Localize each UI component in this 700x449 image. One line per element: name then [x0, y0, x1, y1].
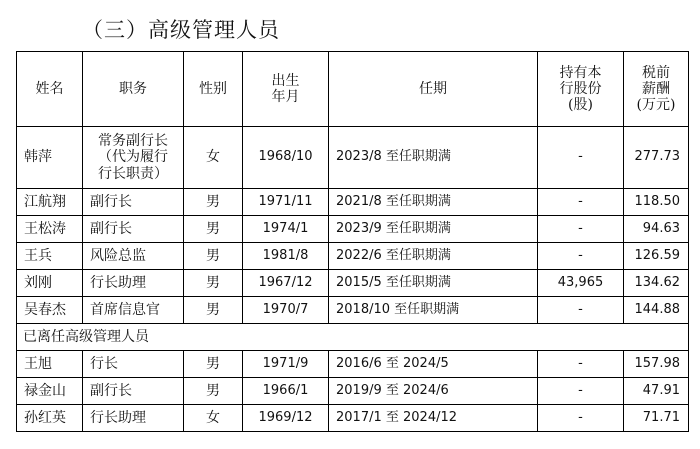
table-row — [17, 297, 689, 324]
former-section-row — [17, 324, 689, 351]
cell-birth: 1969/12 — [243, 405, 329, 432]
cell-gender: 男 — [184, 351, 243, 378]
cell-name: 禄金山 — [17, 378, 83, 405]
table-row — [17, 216, 689, 243]
header-birth — [243, 52, 329, 127]
cell-birth: 1967/12 — [243, 270, 329, 297]
cell-birth: 1974/1 — [243, 216, 329, 243]
cell-term: 2016/6 至 2024/5 — [329, 351, 538, 378]
table-row — [17, 189, 689, 216]
senior-management-table — [16, 51, 689, 432]
cell-pay: 71.71 — [624, 405, 689, 432]
table-row — [17, 351, 689, 378]
section-heading: （三）高级管理人员 — [82, 18, 280, 42]
table-row — [17, 243, 689, 270]
cell-name: 孙红英 — [17, 405, 83, 432]
header-shares-line3: (股) — [568, 97, 593, 114]
cell-gender: 女 — [184, 127, 243, 189]
cell-position: 行长助理 — [83, 270, 184, 297]
cell-pay: 118.50 — [624, 189, 689, 216]
header-gender: 性别 — [184, 52, 243, 127]
cell-birth: 1966/1 — [243, 378, 329, 405]
header-row — [17, 52, 689, 127]
header-position: 职务 — [83, 52, 184, 127]
cell-position — [83, 127, 184, 189]
cell-birth: 1970/7 — [243, 297, 329, 324]
cell-position-line2: （代为履行 — [98, 149, 168, 166]
cell-term: 2018/10 至任职期满 — [329, 297, 538, 324]
cell-shares: - — [538, 216, 624, 243]
cell-term: 2019/9 至 2024/6 — [329, 378, 538, 405]
header-pay-line3: (万元) — [636, 97, 676, 114]
cell-shares: 43,965 — [538, 270, 624, 297]
header-shares-line1: 持有本 — [559, 64, 602, 81]
table-row — [17, 405, 689, 432]
cell-name: 吴春杰 — [17, 297, 83, 324]
cell-term: 2023/9 至任职期满 — [329, 216, 538, 243]
cell-position: 风险总监 — [83, 243, 184, 270]
cell-pay: 157.98 — [624, 351, 689, 378]
header-pay-line2: 薪酬 — [642, 80, 670, 97]
cell-position: 副行长 — [83, 378, 184, 405]
cell-birth: 1968/10 — [243, 127, 329, 189]
cell-gender: 男 — [184, 243, 243, 270]
header-shares — [538, 52, 624, 127]
cell-shares: - — [538, 189, 624, 216]
cell-pay: 126.59 — [624, 243, 689, 270]
cell-position: 首席信息官 — [83, 297, 184, 324]
cell-position: 行长助理 — [83, 405, 184, 432]
cell-shares: - — [538, 378, 624, 405]
header-birth-line2: 年月 — [271, 89, 300, 105]
header-name: 姓名 — [17, 52, 83, 127]
former-section-label: 已离任高级管理人员 — [17, 324, 689, 351]
cell-term: 2017/1 至 2024/12 — [329, 405, 538, 432]
cell-shares: - — [538, 243, 624, 270]
cell-pay: 94.63 — [624, 216, 689, 243]
cell-term: 2023/8 至任职期满 — [329, 127, 538, 189]
cell-shares: - — [538, 405, 624, 432]
cell-position: 副行长 — [83, 216, 184, 243]
cell-gender: 男 — [184, 297, 243, 324]
cell-name: 王兵 — [17, 243, 83, 270]
cell-pay: 134.62 — [624, 270, 689, 297]
cell-name: 王松涛 — [17, 216, 83, 243]
cell-term: 2022/6 至任职期满 — [329, 243, 538, 270]
cell-name: 刘刚 — [17, 270, 83, 297]
cell-gender: 男 — [184, 270, 243, 297]
table-row — [17, 127, 689, 189]
cell-shares: - — [538, 297, 624, 324]
cell-shares: - — [538, 351, 624, 378]
header-pay — [624, 52, 689, 127]
cell-position: 副行长 — [83, 189, 184, 216]
cell-gender: 男 — [184, 216, 243, 243]
header-shares-line2: 行股份 — [559, 80, 602, 97]
cell-birth: 1971/11 — [243, 189, 329, 216]
cell-name: 韩萍 — [17, 127, 83, 189]
cell-gender: 男 — [184, 189, 243, 216]
cell-position-line3: 行长职责） — [98, 165, 168, 182]
cell-pay: 144.88 — [624, 297, 689, 324]
header-pay-line1: 税前 — [642, 64, 670, 81]
table-row — [17, 270, 689, 297]
cell-position-line1: 常务副行长 — [98, 132, 168, 149]
cell-name: 王旭 — [17, 351, 83, 378]
cell-shares: - — [538, 127, 624, 189]
cell-birth: 1971/9 — [243, 351, 329, 378]
table-row — [17, 378, 689, 405]
cell-pay: 277.73 — [624, 127, 689, 189]
header-birth-line1: 出生 — [271, 72, 300, 89]
cell-term: 2021/8 至任职期满 — [329, 189, 538, 216]
cell-gender: 男 — [184, 378, 243, 405]
header-term: 任期 — [329, 52, 538, 127]
cell-term: 2015/5 至任职期满 — [329, 270, 538, 297]
cell-pay: 47.91 — [624, 378, 689, 405]
cell-gender: 女 — [184, 405, 243, 432]
cell-birth: 1981/8 — [243, 243, 329, 270]
cell-position: 行长 — [83, 351, 184, 378]
cell-name: 江航翔 — [17, 189, 83, 216]
